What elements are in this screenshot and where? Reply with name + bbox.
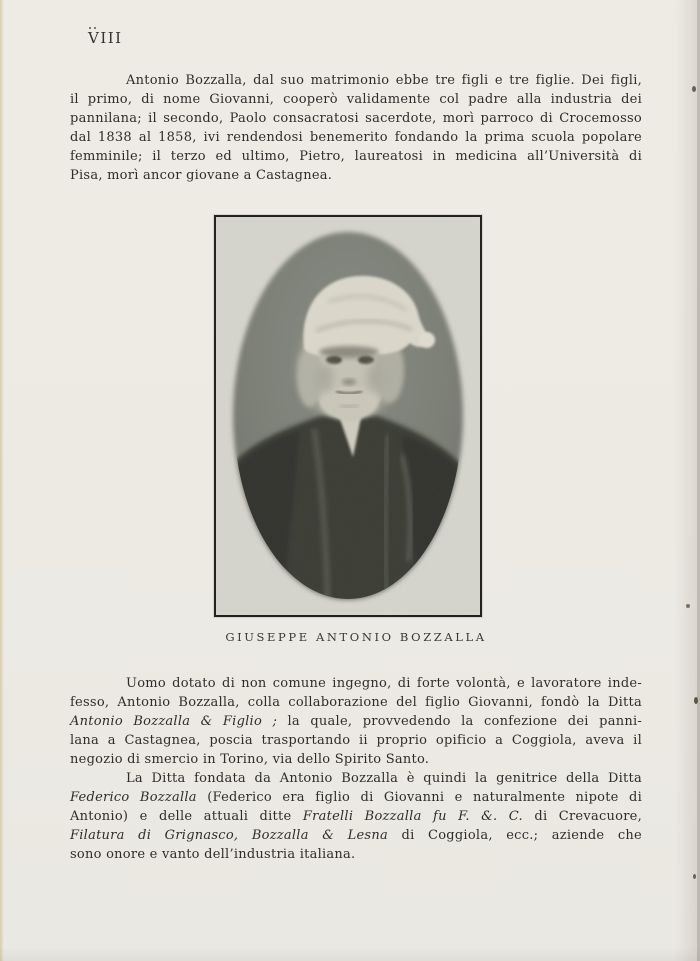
text-line: il primo, di nome Giovanni, cooperò validamente col padre alla industria dei — [70, 92, 642, 107]
text-line: lana a Castagnea, poscia trasportando ii proprio opificio a Coggiola, aveva il — [70, 733, 642, 748]
paragraph — [70, 674, 642, 769]
portrait-photo — [216, 217, 480, 615]
text-line: Antonio) e delle attuali ditte Fratelli Bozzalla fu F. &. C. di Crevacuore, — [70, 809, 642, 824]
halftone-grain — [216, 217, 480, 615]
paragraph — [70, 71, 642, 185]
text-line: Antonio Bozzalla, dal suo matrimonio ebbe tre figli e tre figlie. Dei figli, — [126, 73, 642, 88]
ink-speck — [692, 86, 696, 92]
text-line: La Ditta fondata da Antonio Bozzalla è quindi la genitrice della Ditta — [126, 771, 642, 786]
text-line: sono onore e vanto dell’industria italiana. — [70, 847, 356, 862]
text-line: Uomo dotato di non comune ingegno, di forte volontà, e lavoratore inde- — [126, 676, 642, 691]
page-edge-bottom — [0, 947, 700, 961]
text-line: pannilana; il secondo, Paolo consacratosi sacerdote, morì parroco di Crocemosso — [70, 111, 642, 126]
page-edge-left — [0, 0, 4, 961]
page-number: VIII — [88, 29, 123, 47]
paragraph-block-top — [70, 71, 642, 185]
figure-frame — [214, 215, 482, 617]
figure-caption: GIUSEPPE ANTONIO BOZZALLA — [225, 630, 487, 644]
text-line: negozio di smercio in Torino, via dello Spirito Santo. — [70, 752, 430, 767]
text-line: dal 1838 al 1858, ivi rendendosi benemerito fondando la prima scuola popolare — [70, 130, 642, 145]
ink-speck — [686, 604, 690, 608]
ink-speck — [694, 697, 698, 704]
text-line: Pisa, morì ancor giovane a Castagnea. — [70, 168, 333, 183]
text-line: Filatura di Grignasco, Bozzalla & Lesna di Coggiola, ecc.; aziende che — [70, 828, 642, 843]
paragraph-block-bottom — [70, 674, 642, 864]
paragraph — [70, 769, 642, 864]
text-line: fesso, Antonio Bozzalla, colla collaborazione del figlio Giovanni, fondò la Ditta — [70, 695, 642, 710]
text-line: femminile; il terzo ed ultimo, Pietro, laureatosi in medicina all’Università di — [70, 149, 642, 164]
ink-speck — [693, 874, 696, 879]
text-line: Federico Bozzalla (Federico era figlio di Giovanni e naturalmente nipote di — [70, 790, 643, 805]
text-line: Antonio Bozzalla & Figlio ; la quale, provvedendo la confezione dei panni- — [70, 714, 642, 729]
